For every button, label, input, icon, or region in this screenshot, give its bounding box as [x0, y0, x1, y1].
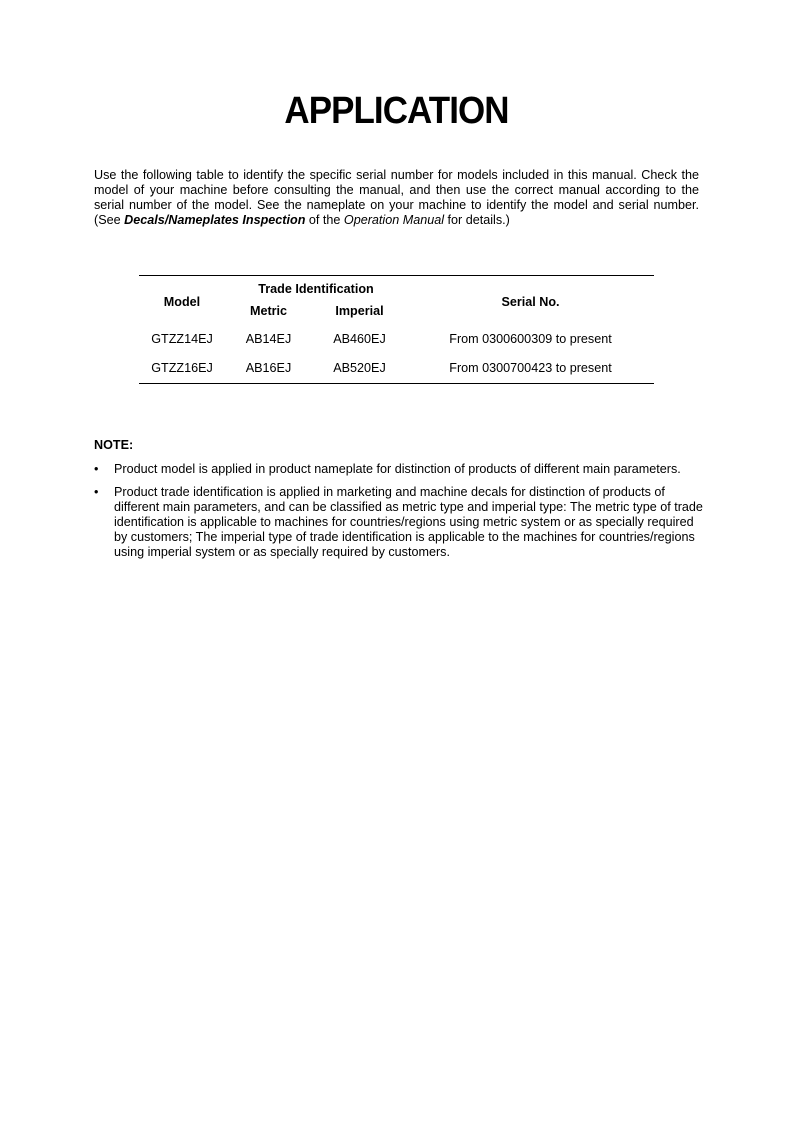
intro-paragraph [94, 168, 699, 228]
table-row [139, 323, 654, 353]
cell-metric: AB16EJ [245, 360, 292, 375]
serial-table [139, 275, 654, 384]
bullet-icon: • [94, 485, 99, 499]
note-list [94, 462, 704, 568]
cell-model: GTZZ16EJ [151, 360, 213, 375]
header-serial: Serial No. [501, 295, 560, 309]
header-imperial: Imperial [335, 304, 384, 318]
cell-serial: From 0300600309 to present [449, 331, 612, 346]
table-body [139, 323, 654, 384]
note-item [94, 485, 704, 560]
table-header [139, 276, 654, 324]
intro-text-middle: of the [305, 213, 344, 227]
note-heading: NOTE: [94, 438, 134, 452]
bullet-icon: • [94, 462, 99, 476]
cell-model: GTZZ14EJ [151, 331, 213, 346]
intro-bold-reference: Decals/Nameplates Inspection [124, 213, 306, 227]
cell-metric: AB14EJ [245, 331, 292, 346]
page-title: APPLICATION [284, 90, 509, 132]
table-row [139, 353, 654, 384]
note-item-text: Product trade identification is applied in marketing and machine decals for distinction of products of different main parameters, and can be classified as metric type and imperial type: The metric type of trade identification is applicable to machines for countries/regions using metric system or as specially required by customers; The imperial type of trade identification is applicable to the machines for countries/regions using imperial system or as specially required by customers. [114, 485, 703, 559]
header-model: Model [163, 295, 201, 309]
cell-serial: From 0300700423 to present [449, 360, 612, 375]
table-header-row-1 [139, 276, 654, 300]
serial-table-container [139, 275, 654, 384]
cell-imperial: AB520EJ [333, 360, 386, 375]
note-item-text: Product model is applied in product nameplate for distinction of products of different main parameters. [114, 462, 681, 476]
intro-text-after: for details.) [444, 213, 510, 227]
intro-text-before: Use the following table to identify the specific serial number for models included in this manual. Check the model of your machine before consulting the manual, and then use the correct manual according to the serial number of the model. See the nameplate on your machine to identify the model and serial number.(See [94, 168, 699, 227]
header-trade-identification: Trade Identification [258, 282, 374, 296]
intro-italic-reference: Operation Manual [343, 213, 445, 227]
note-item [94, 462, 704, 477]
cell-imperial: AB460EJ [333, 331, 386, 346]
header-metric: Metric [249, 304, 288, 318]
